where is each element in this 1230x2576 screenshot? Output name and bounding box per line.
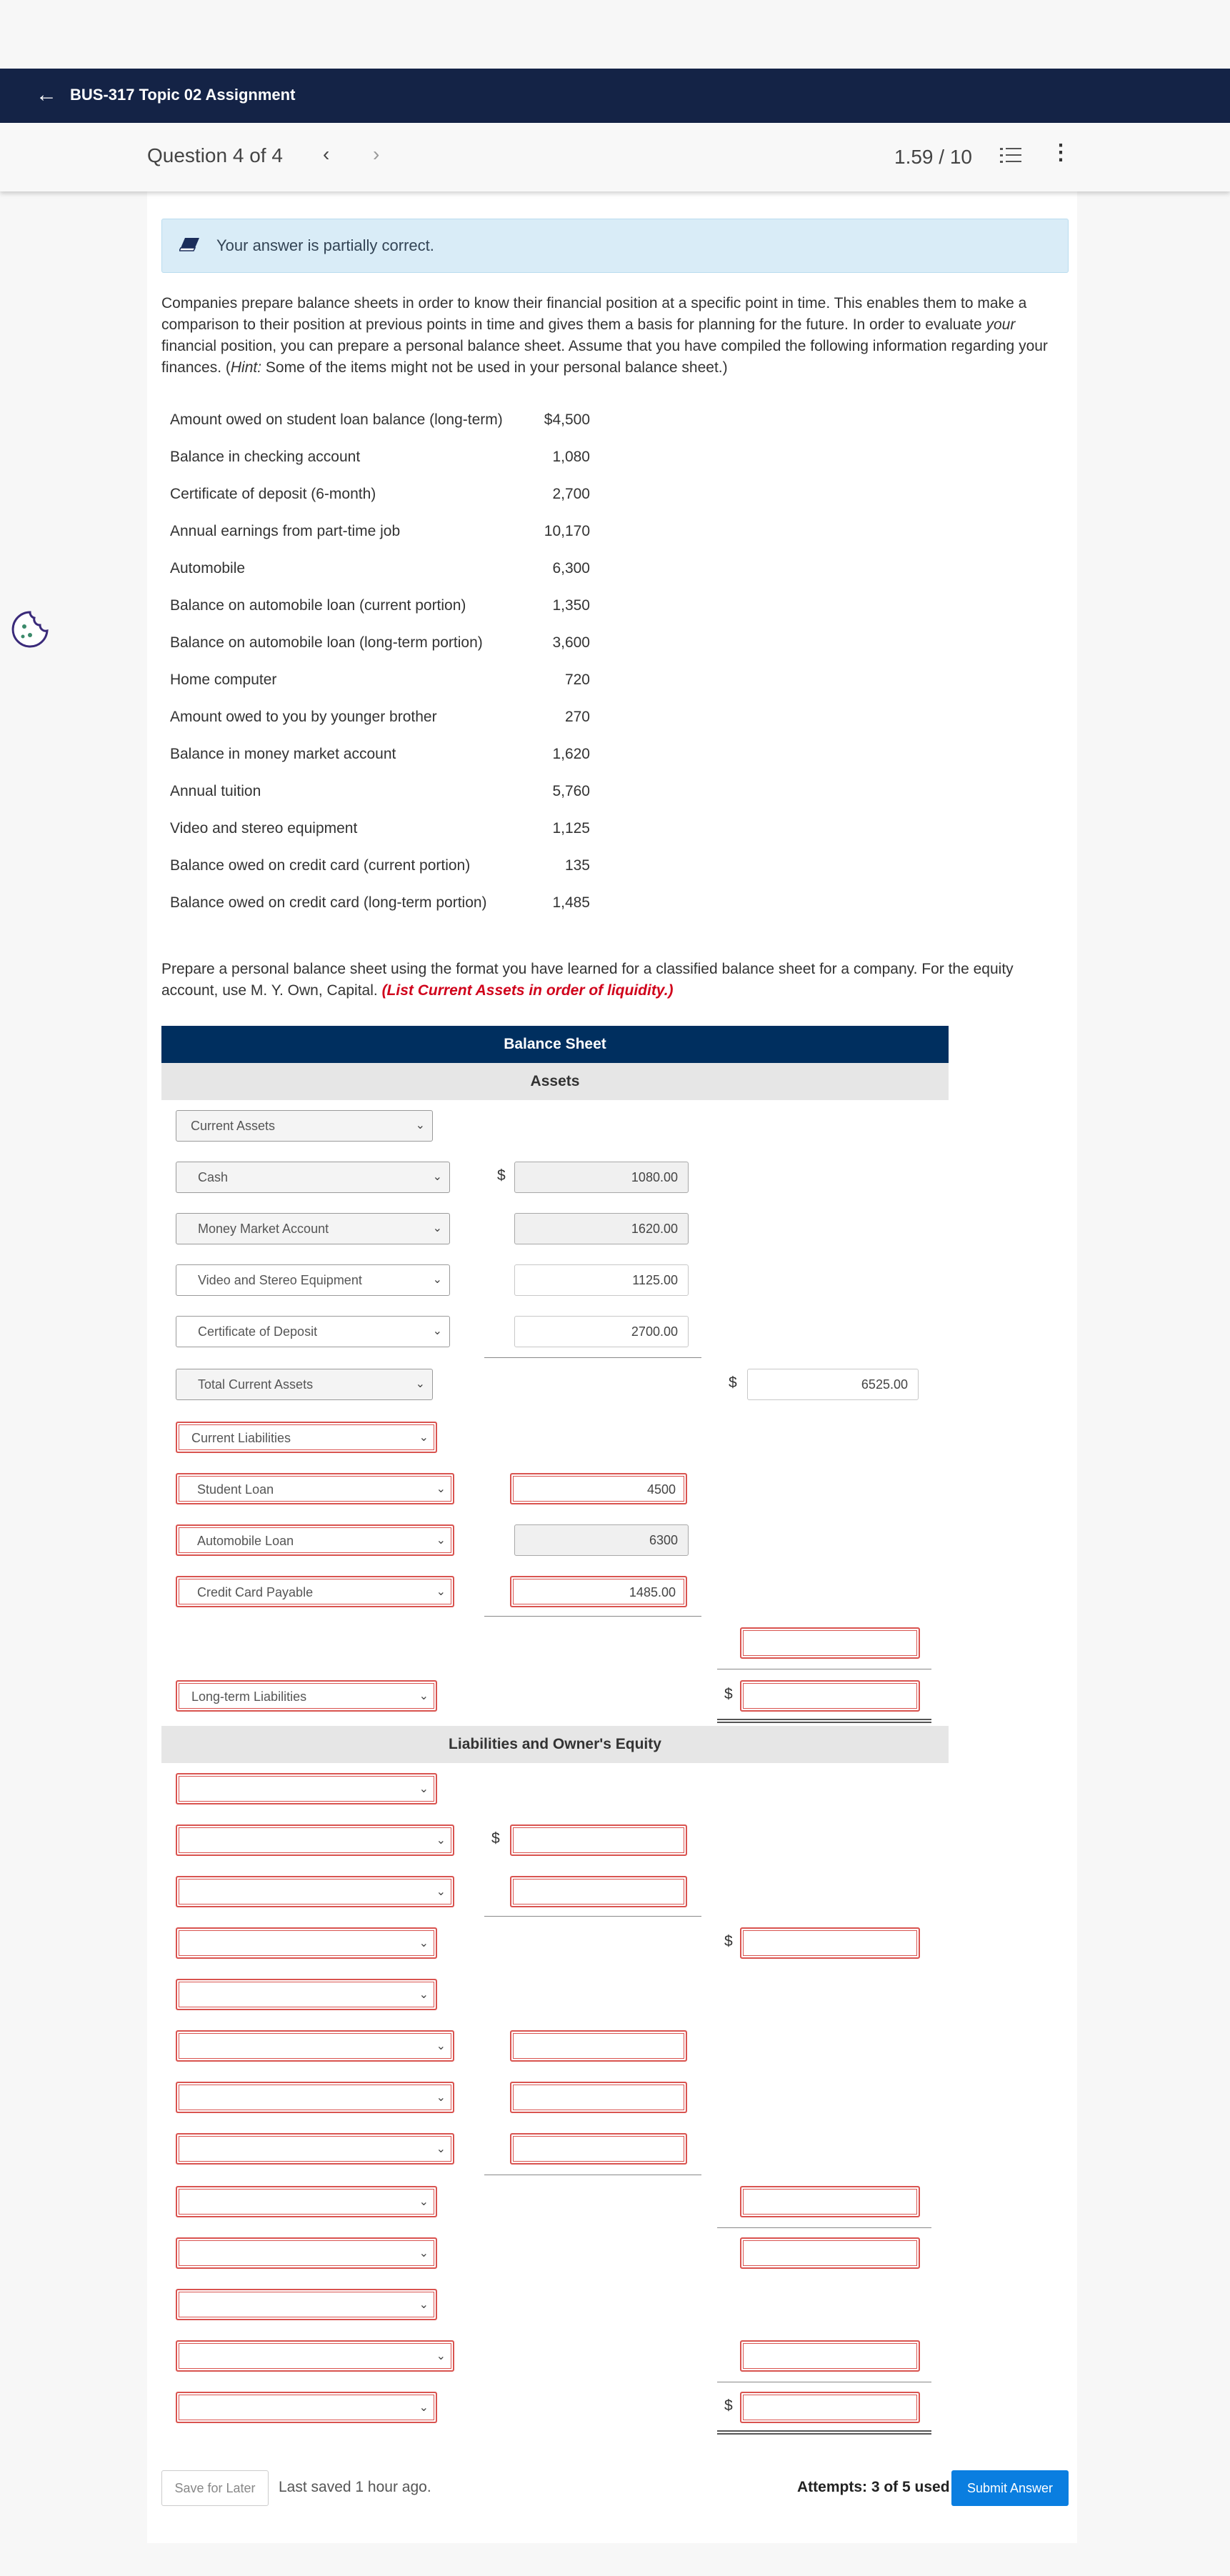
previous-question-icon[interactable]: ‹ xyxy=(323,143,330,165)
item-amount: 1,485 xyxy=(552,894,590,911)
asset-amount-input[interactable]: 2700.00 xyxy=(514,1316,689,1347)
liability-amount-input[interactable]: 4500 xyxy=(510,1473,687,1504)
more-options-icon[interactable]: ⋮ xyxy=(1050,141,1071,164)
select-value: Student Loan xyxy=(197,1482,274,1497)
chevron-down-icon: ⌄ xyxy=(432,1274,442,1286)
empty-amount-input[interactable] xyxy=(510,2133,687,2165)
empty-amount-input[interactable] xyxy=(510,1876,687,1907)
list-item xyxy=(170,406,599,443)
item-label: Balance owed on credit card (long-term portion) xyxy=(170,894,487,911)
instructions-red-note: (List Current Assets in order of liquidity.) xyxy=(381,982,674,999)
empty-account-select[interactable] xyxy=(176,1876,454,1907)
partial-correct-alert xyxy=(161,219,1069,273)
chevron-down-icon: ⌄ xyxy=(436,1586,446,1598)
item-label: Home computer xyxy=(170,672,277,688)
empty-account-select[interactable] xyxy=(176,2186,437,2217)
list-item xyxy=(170,591,599,629)
liability-account-select[interactable] xyxy=(176,1576,454,1607)
chevron-down-icon: ⌄ xyxy=(419,2299,429,2311)
select-value: Total Current Assets xyxy=(198,1377,314,1392)
current-assets-select[interactable] xyxy=(176,1110,433,1142)
list-item xyxy=(170,777,599,814)
assignment-title: BUS-317 Topic 02 Assignment xyxy=(70,86,296,104)
list-item xyxy=(170,814,599,852)
item-amount: 2,700 xyxy=(552,486,590,502)
instructions-text: Prepare a personal balance sheet using the format you have learned for a classified balance sheet for a company. For the equity account, use M. Y. Own, Capital. xyxy=(161,961,1014,999)
empty-account-select[interactable] xyxy=(176,2133,454,2165)
empty-total-input[interactable] xyxy=(740,2340,920,2372)
empty-account-select[interactable] xyxy=(176,2237,437,2269)
subtotal-rule xyxy=(484,1916,701,1917)
question-intro xyxy=(161,293,1071,379)
chevron-down-icon: ⌄ xyxy=(432,1222,442,1234)
chevron-down-icon: ⌄ xyxy=(415,1378,425,1390)
list-item xyxy=(170,443,599,480)
balance-sheet-instructions xyxy=(161,959,1071,1002)
empty-account-select[interactable] xyxy=(176,2030,454,2062)
chevron-down-icon: ⌄ xyxy=(436,2092,446,2104)
list-item xyxy=(170,629,599,666)
list-item xyxy=(170,852,599,889)
select-value: Video and Stereo Equipment xyxy=(198,1273,362,1287)
intro-text: Some of the items might not be used in your personal balance sheet.) xyxy=(261,359,728,376)
dollar-sign: $ xyxy=(491,1830,500,1847)
chevron-down-icon: ⌄ xyxy=(419,2247,429,2260)
item-label: Certificate of deposit (6-month) xyxy=(170,486,376,502)
assets-heading: Assets xyxy=(161,1063,949,1100)
dollar-sign: $ xyxy=(724,2397,733,2414)
liabilities-equity-heading: Liabilities and Owner's Equity xyxy=(161,1726,949,1763)
chevron-down-icon: ⌄ xyxy=(436,1483,446,1495)
chevron-down-icon: ⌄ xyxy=(436,1834,446,1847)
asset-account-select[interactable] xyxy=(176,1264,450,1296)
select-value: Automobile Loan xyxy=(197,1534,294,1548)
empty-amount-input[interactable] xyxy=(510,2030,687,2062)
item-label: Automobile xyxy=(170,560,246,576)
item-amount: 5,760 xyxy=(552,783,590,799)
chevron-down-icon: ⌄ xyxy=(436,2143,446,2155)
chevron-down-icon: ⌄ xyxy=(419,1432,429,1444)
empty-account-select[interactable] xyxy=(176,2340,454,2372)
list-item xyxy=(170,703,599,740)
item-label: Annual tuition xyxy=(170,783,261,799)
select-value: Certificate of Deposit xyxy=(198,1324,318,1339)
empty-account-select[interactable] xyxy=(176,2289,437,2320)
select-value: Cash xyxy=(198,1170,229,1184)
list-item xyxy=(170,666,599,703)
total-assets-input[interactable] xyxy=(740,1680,920,1712)
item-label: Balance on automobile loan (long-term portion) xyxy=(170,634,483,651)
empty-amount-input[interactable] xyxy=(510,1824,687,1856)
question-bar xyxy=(0,123,1230,191)
score-display: 1.59 / 10 xyxy=(894,146,972,168)
chevron-down-icon: ⌄ xyxy=(419,1937,429,1950)
empty-account-select[interactable] xyxy=(176,1773,437,1804)
chevron-down-icon: ⌄ xyxy=(419,1690,429,1702)
item-label: Balance in checking account xyxy=(170,449,361,465)
submit-answer-button[interactable]: Submit Answer xyxy=(951,2470,1069,2506)
item-amount: 10,170 xyxy=(544,523,590,539)
chevron-down-icon: ⌄ xyxy=(436,2040,446,2052)
chevron-down-icon: ⌄ xyxy=(419,2196,429,2208)
empty-account-select[interactable] xyxy=(176,1927,437,1959)
asset-amount-input[interactable]: 1125.00 xyxy=(514,1264,689,1296)
intro-hint: Hint: xyxy=(230,359,262,376)
total-current-assets-input[interactable]: 6525.00 xyxy=(747,1369,919,1400)
item-amount: 1,350 xyxy=(552,597,590,614)
current-liabilities-select[interactable] xyxy=(176,1422,437,1453)
next-question-icon[interactable]: › xyxy=(373,143,380,165)
item-amount: $4,500 xyxy=(544,411,590,428)
list-item xyxy=(170,517,599,554)
dollar-sign: $ xyxy=(724,1686,733,1702)
item-amount: 1,125 xyxy=(552,820,590,837)
chevron-down-icon: ⌄ xyxy=(419,2402,429,2414)
select-value: Money Market Account xyxy=(198,1222,329,1236)
list-item xyxy=(170,480,599,517)
item-amount: 3,600 xyxy=(552,634,590,651)
select-value: Long-term Liabilities xyxy=(191,1689,307,1704)
select-value: Credit Card Payable xyxy=(197,1585,314,1599)
item-label: Amount owed on student loan balance (long-term) xyxy=(170,411,503,428)
total-liabilities-equity-input[interactable] xyxy=(740,2392,920,2423)
item-amount: 1,080 xyxy=(552,449,590,465)
list-item xyxy=(170,740,599,777)
empty-account-select[interactable] xyxy=(176,2392,437,2423)
question-label: Question 4 of 4 xyxy=(147,144,283,166)
item-amount: 6,300 xyxy=(552,560,590,576)
item-label: Balance on automobile loan (current portion) xyxy=(170,597,466,614)
item-amount: 720 xyxy=(564,672,590,688)
item-amount: 1,620 xyxy=(552,746,590,762)
total-current-assets-select[interactable] xyxy=(176,1369,433,1400)
save-for-later-button[interactable]: Save for Later xyxy=(161,2470,269,2506)
eraser-icon xyxy=(179,236,201,252)
back-arrow-icon[interactable]: ← xyxy=(36,83,57,106)
item-label: Annual earnings from part-time job xyxy=(170,523,401,539)
subtotal-rule xyxy=(484,1357,701,1358)
liability-amount-input[interactable]: 6300 xyxy=(514,1524,689,1556)
chevron-down-icon: ⌄ xyxy=(432,1171,442,1183)
empty-total-input[interactable] xyxy=(740,2237,920,2269)
intro-text: Companies prepare balance sheets in order to know their financial position at a specific point in time. This enables them to make a comparison to their position at previous points in time and gives them a basis for planning for the future. In order to evaluate xyxy=(161,295,1027,333)
dollar-sign: $ xyxy=(729,1374,737,1391)
asset-amount-input[interactable]: 1620.00 xyxy=(514,1213,689,1244)
empty-account-select[interactable] xyxy=(176,1824,454,1856)
question-list-icon[interactable] xyxy=(1000,146,1021,166)
finance-items-table xyxy=(170,406,599,926)
intro-text: financial position, you can prepare a personal balance sheet. Assume that you have compiled the following information regarding your finances. ( xyxy=(161,338,1048,376)
item-amount: 270 xyxy=(564,709,590,725)
liability-account-select[interactable] xyxy=(176,1473,454,1504)
item-label: Video and stereo equipment xyxy=(170,820,358,837)
dollar-sign: $ xyxy=(497,1167,506,1184)
chevron-down-icon: ⌄ xyxy=(415,1119,425,1132)
empty-total-input[interactable] xyxy=(740,1927,920,1959)
chevron-down-icon: ⌄ xyxy=(436,1886,446,1898)
empty-account-select[interactable] xyxy=(176,1979,437,2010)
item-label: Balance in money market account xyxy=(170,746,396,762)
last-saved-text: Last saved 1 hour ago. xyxy=(279,2479,431,2495)
empty-amount-input[interactable] xyxy=(510,2082,687,2113)
subtotal-rule xyxy=(484,1616,701,1617)
list-item xyxy=(170,889,599,926)
chevron-down-icon: ⌄ xyxy=(436,2350,446,2362)
chevron-down-icon: ⌄ xyxy=(432,1325,442,1337)
chevron-down-icon: ⌄ xyxy=(419,1989,429,2001)
total-double-rule xyxy=(717,1719,931,1723)
intro-your: your xyxy=(986,316,1016,333)
liability-account-select[interactable] xyxy=(176,1524,454,1556)
item-amount: 135 xyxy=(564,857,590,874)
total-double-rule xyxy=(717,2430,931,2435)
alert-message: Your answer is partially correct. xyxy=(216,236,434,254)
asset-account-select[interactable] xyxy=(176,1162,450,1193)
asset-account-select[interactable] xyxy=(176,1213,450,1244)
chevron-down-icon: ⌄ xyxy=(436,1534,446,1547)
empty-total-input[interactable] xyxy=(740,2186,920,2217)
item-label: Balance owed on credit card (current portion) xyxy=(170,857,471,874)
subtotal-rule xyxy=(717,2227,931,2228)
chevron-down-icon: ⌄ xyxy=(419,1783,429,1795)
asset-amount-input[interactable]: 1080.00 xyxy=(514,1162,689,1193)
total-current-liabilities-input[interactable] xyxy=(740,1627,920,1659)
item-label: Amount owed to you by younger brother xyxy=(170,709,437,725)
balance-sheet-title: Balance Sheet xyxy=(161,1026,949,1063)
select-value: Current Assets xyxy=(191,1119,276,1133)
dollar-sign: $ xyxy=(724,1933,733,1950)
attempts-counter: Attempts: 3 of 5 used xyxy=(797,2479,950,2495)
list-item xyxy=(170,554,599,591)
empty-account-select[interactable] xyxy=(176,2082,454,2113)
long-term-liabilities-select[interactable] xyxy=(176,1680,437,1712)
liability-amount-input[interactable]: 1485.00 xyxy=(510,1576,687,1607)
select-value: Current Liabilities xyxy=(191,1431,291,1445)
asset-account-select[interactable] xyxy=(176,1316,450,1347)
